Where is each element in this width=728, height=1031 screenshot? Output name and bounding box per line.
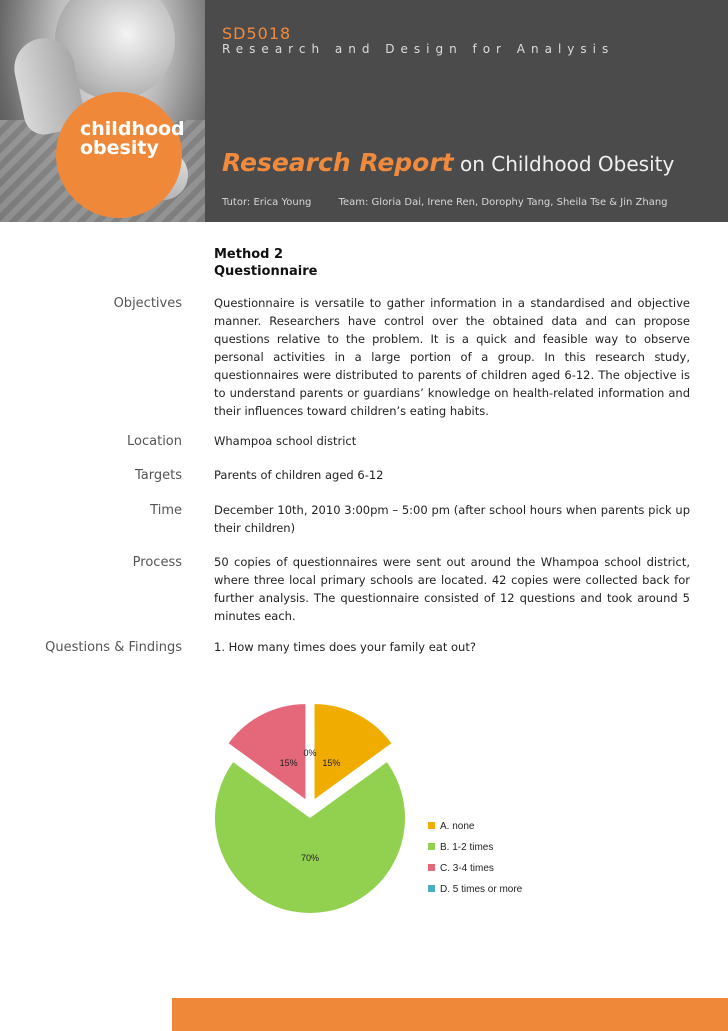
legend-label-2: B. 1-2 times: [440, 842, 494, 853]
objectives-text: Questionnaire is versatile to gather information in a standardised and objective manner. Researchers have control over the obtained data and can propose questions relative to the problem. It is a quick and feasible way to observe personal activities in a large portion of a group. In this research study, questionnaires were distributed to parents of children aged 6-12. The objective is to understand parents or guardians’ knowledge on health-related information and their influences toward children’s eating habits.: [214, 296, 690, 418]
location-label: Location: [127, 434, 182, 449]
tutor-credit: Tutor: Erica Young: [222, 197, 312, 208]
legend-label-1: A. none: [440, 821, 475, 832]
course-code: SD5018: [222, 24, 292, 43]
pie-slice-2: [215, 762, 405, 913]
method-name: Questionnaire: [214, 264, 318, 279]
credits: [222, 197, 668, 208]
pie-label-3: 15%: [279, 757, 298, 768]
objectives-label: Objectives: [113, 296, 182, 311]
legend-swatch-4: [428, 885, 435, 892]
time-text: December 10th, 2010 3:00pm – 5:00 pm (after school hours when parents pick up their children): [214, 503, 690, 535]
legend-label-3: C. 3-4 times: [440, 863, 494, 874]
course-name: Research and Design for Analysis: [222, 42, 615, 56]
logo-line1: childhood: [80, 118, 185, 140]
pie-label-2: 70%: [300, 852, 320, 863]
logo-line2: obesity: [80, 137, 159, 159]
location-text: Whampoa school district: [214, 434, 357, 448]
report-title-rest: on Childhood Obesity: [453, 152, 675, 176]
eat-out-pie-chart: [200, 690, 560, 930]
targets-label: Targets: [135, 468, 182, 483]
legend-swatch-2: [428, 843, 435, 850]
legend-swatch-1: [428, 822, 435, 829]
logo-text: [80, 120, 185, 158]
process-text: 50 copies of questionnaires were sent out around the Whampoa school district, where three local primary schools are located. 42 copies were collected back for further analysis. The questionnaire consisted of 12 questions and took around 5 minutes each.: [214, 555, 690, 623]
question-1: 1. How many times does your family eat out?: [214, 640, 476, 654]
findings-label: Questions & Findings: [45, 640, 182, 655]
report-title-emphasis: Research Report: [222, 148, 454, 177]
legend-swatch-3: [428, 864, 435, 871]
team-credit: Team: Gloria Dai, Irene Ren, Dorophy Tang, Sheila Tse & Jin Zhang: [338, 197, 668, 208]
method-number: Method 2: [214, 247, 284, 262]
process-label: Process: [132, 555, 182, 570]
report-header: [0, 0, 728, 222]
report-title: [222, 148, 674, 177]
targets-text: Parents of children aged 6-12: [214, 468, 384, 482]
time-label: Time: [150, 503, 182, 518]
pie-label-1: 15%: [322, 757, 341, 768]
legend-label-4: D. 5 times or more: [440, 884, 523, 895]
method-heading: [214, 246, 317, 280]
footer-bar: [172, 998, 728, 1031]
pie-label-4: 0%: [303, 747, 317, 758]
